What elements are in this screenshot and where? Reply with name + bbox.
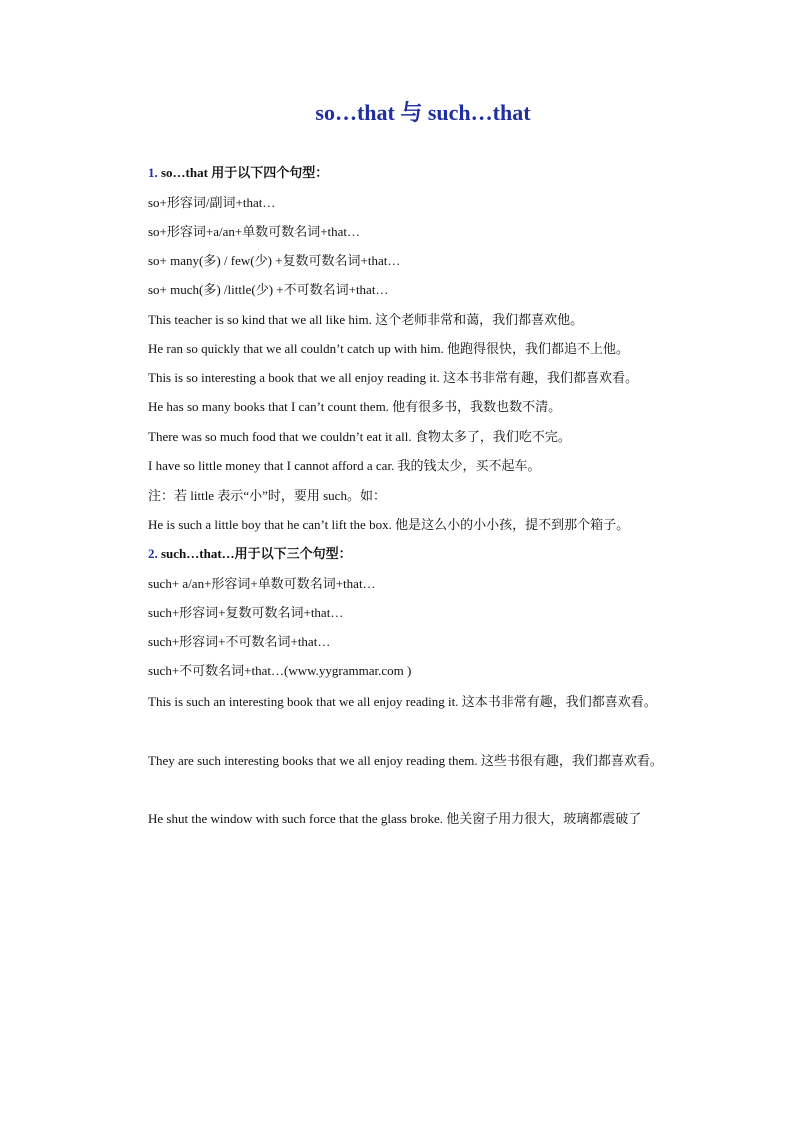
pattern-line: such+ a/an+形容词+单数可数名词+that… — [148, 576, 376, 591]
example-paragraph: They are such interesting books that we all enjoy reading them. 这些书很有趣，我们都喜欢看。 — [148, 753, 663, 768]
section-2-heading-text: such…that…用于以下三个句型： — [157, 546, 352, 561]
section-2-number: 2. — [148, 546, 158, 561]
example-paragraph: He shut the window with such force that the glass broke. 他关窗子用力很大，玻璃都震破了 — [148, 811, 642, 826]
pattern-line: such+形容词+复数可数名词+that… — [148, 605, 344, 620]
page-title: so…that 与 such…that — [315, 100, 531, 125]
example-line: He ran so quickly that we all couldn’t catch up with him. 他跑得很快，我们都追不上他。 — [148, 341, 630, 356]
example-line: He is such a little boy that he can’t lift the box. 他是这么小的小小孩，提不到那个箱子。 — [148, 517, 630, 532]
pattern-line: such+不可数名词+that…(www.yygrammar.com ) — [148, 663, 412, 678]
section-1-number: 1. — [148, 165, 158, 180]
pattern-line: so+ many(多) / few(少) +复数可数名词+that… — [148, 253, 401, 268]
example-line: He has so many books that I can’t count them. 他有很多书，我数也数不清。 — [148, 399, 562, 414]
example-line: I have so little money that I cannot afford a car. 我的钱太少，买不起车。 — [148, 458, 541, 473]
section-2-heading — [148, 545, 352, 563]
section-1-heading-text: so…that 用于以下四个句型： — [157, 165, 329, 180]
pattern-line: so+形容词/副词+that… — [148, 195, 276, 210]
example-line: There was so much food that we couldn’t eat it all. 食物太多了，我们吃不完。 — [148, 429, 571, 444]
section-1-heading — [148, 164, 328, 182]
pattern-line: such+形容词+不可数名词+that… — [148, 634, 331, 649]
pattern-line: so+ much(多) /little(少) +不可数名词+that… — [148, 282, 389, 297]
pattern-line: so+形容词+a/an+单数可数名词+that… — [148, 224, 361, 239]
example-paragraph: This is such an interesting book that we all enjoy reading it. 这本书非常有趣，我们都喜欢看。 — [148, 694, 657, 709]
example-line: This teacher is so kind that we all like him. 这个老师非常和蔼，我们都喜欢他。 — [148, 312, 584, 327]
note-line: 注：若 little 表示“小”时，要用 such。如： — [148, 488, 386, 503]
example-line: This is so interesting a book that we all enjoy reading it. 这本书非常有趣，我们都喜欢看。 — [148, 370, 638, 385]
